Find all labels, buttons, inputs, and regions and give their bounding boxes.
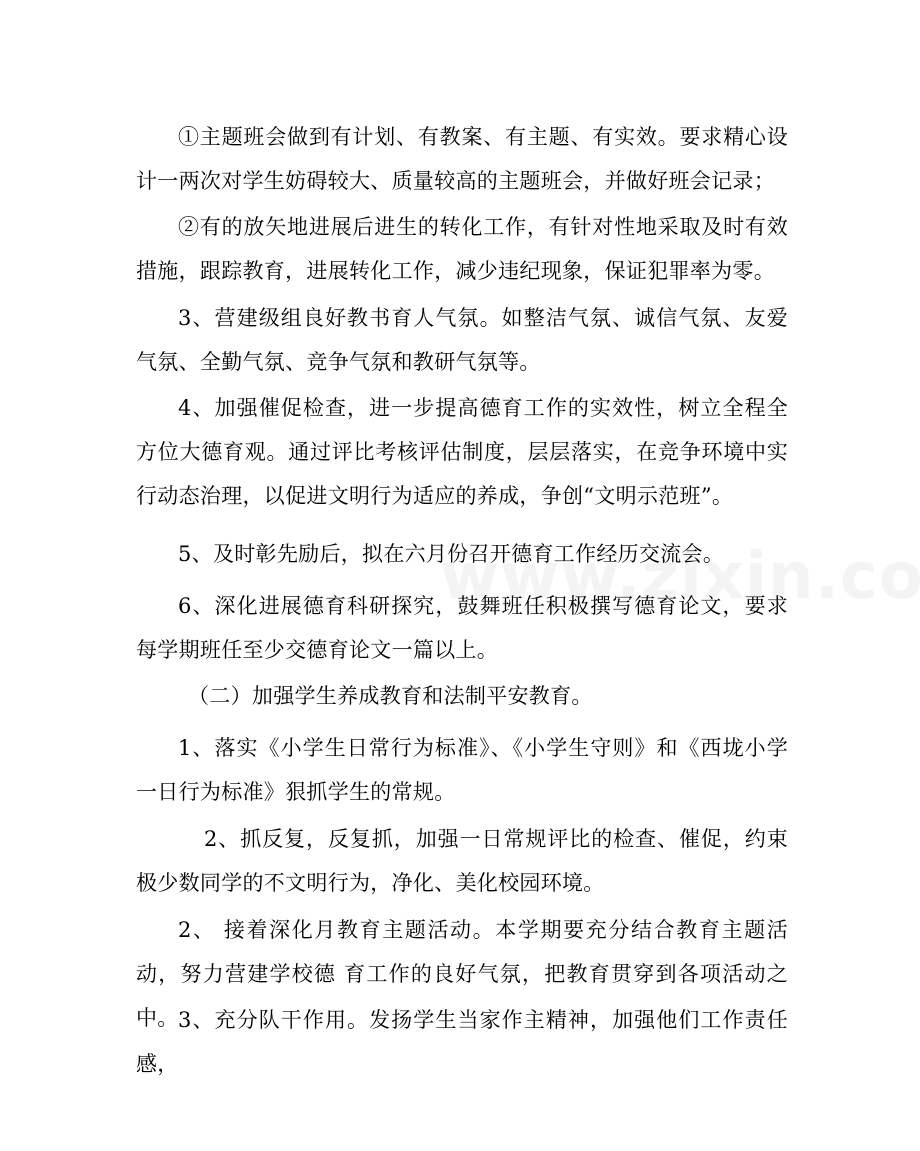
paragraph-3-atmosphere: 3、营建级组良好教书育人气氛。如整洁气氛、诚信气氛、友爱气氛、全勤气氛、竞争气氛和教研气氛等。	[136, 306, 788, 374]
paragraph-4-inspection: 4、加强催促检查，进一步提高德育工作的实效性，树立全程全方位大德育观。通过评比考核评估制度，层层落实，在竞争环境中实行动态治理，以促进文明行为适应的养成，争创“文明示范班”。	[136, 396, 788, 508]
paragraph-2-monthly-theme: 2、 接着深化月教育主题活动。本学期要充分结合教育主题活动，努力营建学校德 育工作的良好气氛，把教育贯穿到各项活动之中。	[136, 918, 788, 1030]
paragraph-2-repeated-grasp: 2、抓反复，反复抓，加强一日常规评比的检查、催促，约束极少数同学的不文明行为，净化、美化校园环境。	[136, 827, 788, 895]
paragraph-underachiever-transformation: ②有的放矢地进展后进生的转化工作，有针对性地采取及时有效措施，跟踪教育，进展转化工作，减少违纪现象，保证犯罪率为零。	[136, 215, 788, 283]
paragraph-3-team-cadres: 3、充分队干作用。发扬学生当家作主精神，加强他们工作责任感，	[136, 1008, 788, 1076]
paragraph-theme-class-meeting: ①主题班会做到有计划、有教案、有主题、有实效。要求精心设计一两次对学生妨碍较大、质量较高的主题班会，并做好班会记录；	[136, 125, 788, 193]
paragraph-6-research: 6、深化进展德育科研探究，鼓舞班任积极撰写德育论文，要求每学期班任至少交德育论文一篇以上。	[136, 594, 788, 662]
paragraph-5-exchange-meeting: 5、及时彰先励后，拟在六月份召开德育工作经历交流会。	[178, 542, 725, 566]
section-heading-2: （二）加强学生养成教育和法制平安教育。	[188, 684, 593, 708]
paragraph-1-implement-standards: 1、落实《小学生日常行为标准》、《小学生守则》和《西垅小学一日行为标准》狠抓学生的常规。	[136, 736, 788, 804]
